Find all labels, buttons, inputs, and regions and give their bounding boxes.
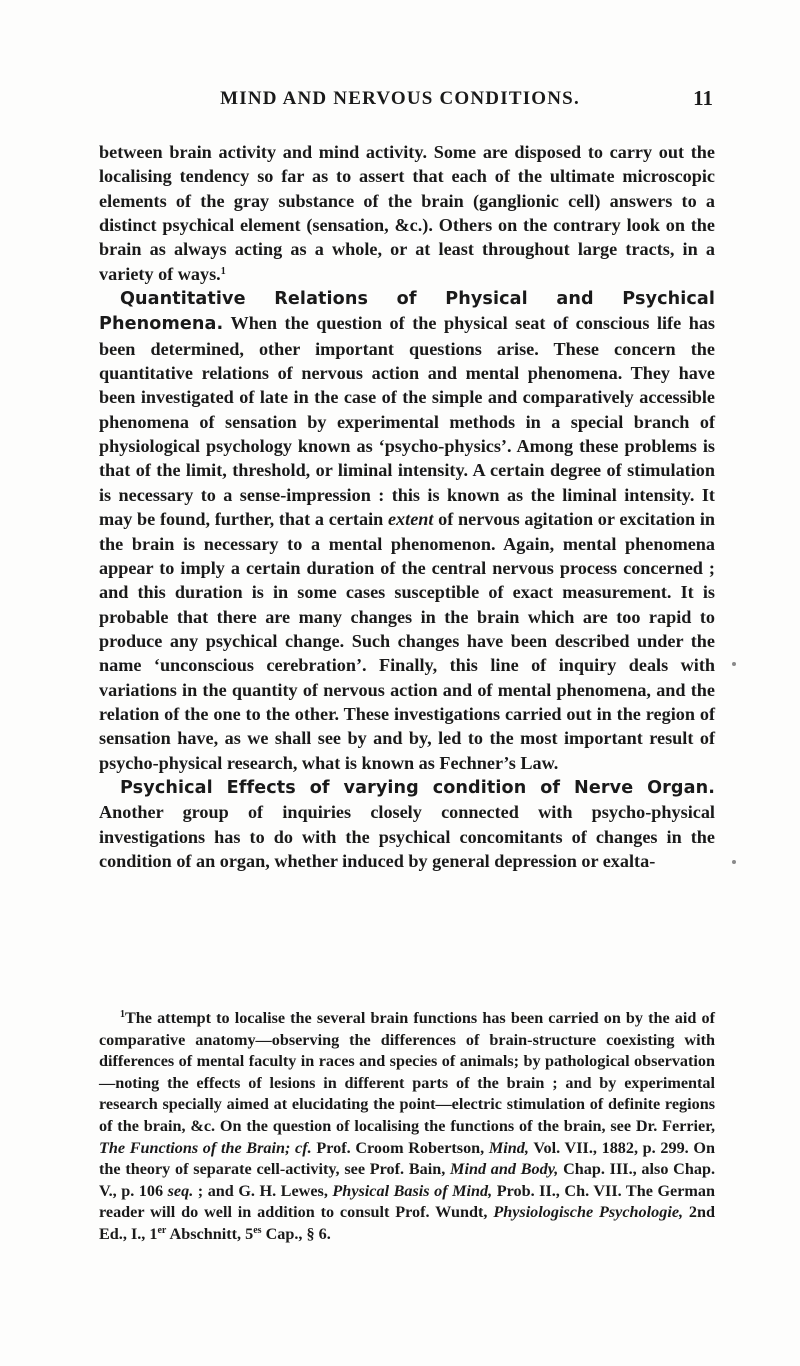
paragraph-text: between brain activity and mind activity. Some are disposed to carry out the localising tendency so far as to assert that each of the ultimate microscopic elements of the gray substance of the brain (ganglionic cell) answers to a distinct psychical element (sensation, &c.). Others on the contrary look on the brain as always acting as a whole, or at least throughout large tracts, in a variety of ways. [99,142,715,284]
paragraph-continuation [99,140,715,286]
print-speck [732,860,736,864]
footnote-title: Mind and Body, [450,1160,559,1179]
footnote-title: seq. [167,1181,194,1200]
paragraph-text: When the question of the physical seat of conscious life has been determined, other important questions arise. These concern the quantitative relations of nervous action and mental phenomena. They have been investigated of late in the case of the simple and comparatively accessible phenomena of sensation by experimental methods in a special branch of physiological psychology known as ‘psycho-physics’. Among these problems is that of the limit, threshold, or liminal intensity. A certain degree of stimulation is necessary to a sense-impression : this is known as the liminal intensity. It may be found, further, that a certain [99,313,715,530]
footnote-text: Prof. Croom Robertson, [311,1138,489,1157]
page-number: 11 [693,86,713,110]
paragraph-text: Another group of inquiries closely connected with psycho-physical investigations has to do with the psychical concomitants of changes in the condition of an organ, whether induced by general depression or exalta- [99,802,715,871]
footnote-title: Physiologische Psychologie, [493,1203,684,1222]
footnote-text: Prob. II., Ch. VII. The German reader will do well in addition to consult Prof. Wundt, [99,1181,715,1222]
footnote-text: ; and G. H. Lewes, [193,1181,333,1200]
paragraph-text: of nervous agitation or excitation in the brain is necessary to a mental phenomenon. Again, mental phenomena appear to imply a certain duration of the central nervous process concerned ; and this duration is in some cases susceptible of exact measurement. It is probable that there are many changes in the brain which are too rapid to produce any psychical change. Such changes have been described under the name ‘unconscious cerebration’. Finally, this line of inquiry deals with variations in the quantity of nervous action and of mental phenomena, and the relation of the one to the other. These investigations carried out in the region of sensation have, as we shall see by and by, led to the most important result of psycho-physical research, what is known as Fechner’s Law. [99,509,715,773]
running-head [0,86,800,116]
footnote-title: The Functions of the Brain; cf. [99,1138,312,1157]
footnote-text: Abschnitt, 5 [166,1224,254,1243]
superscript: er [157,1224,167,1236]
emphasis-text: extent [387,509,434,530]
footnotes [99,1008,715,1246]
footnote-text: The attempt to localise the several brain functions has been carried on by the aid of comparative anatomy—observing the differences of brain-structure coexisting with differences of mental faculty in races and species of animals; by pathological observation—noting the effects of lesions in different parts of the brain ; and by experimental research specially aimed at elucidating the point—electric stimulation of definite regions of the brain, &c. On the question of localising the functions of the brain, see Dr. Ferrier, [99,1009,715,1135]
print-speck [732,662,736,666]
footnote-marker: 1 [120,1009,125,1020]
paragraph-quantitative-relations [99,286,715,775]
footnote-text: 2nd Ed., I., 1 [99,1203,716,1243]
body-text [99,140,715,873]
footnote-title: Mind, [488,1138,529,1157]
footnote-title: Physical Basis of Mind, [332,1181,493,1200]
footnote [99,1008,715,1246]
section-heading-psychical-effects: Psychical Effects of varying condition of Nerve Organ. [120,777,715,798]
section-heading-quantitative-relations: Quantitative Relations of Physical and Psychical Phenomena. [99,289,715,335]
running-title: MIND AND NERVOUS CONDITIONS. [220,88,580,109]
paragraph-psychical-effects [99,775,715,873]
footnote-text: Cap., § 6. [261,1224,331,1243]
superscript: es [253,1224,262,1236]
footnote-text: Chap. III., also Chap. V., p. 106 [99,1160,716,1200]
footnote-text: Vol. VII., 1882, p. 299. On the theory of separate cell-activity, see Prof. Bain, [99,1138,715,1179]
footnote-reference: 1 [220,265,226,277]
